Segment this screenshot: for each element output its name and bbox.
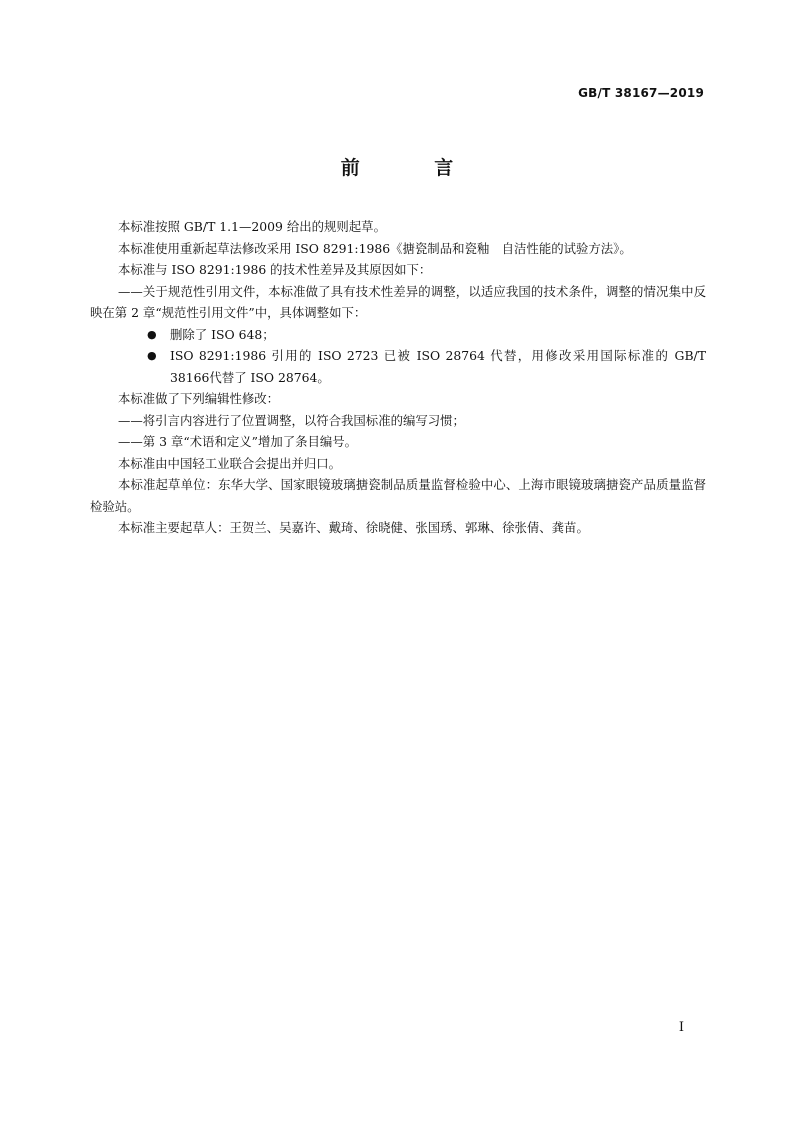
bullet-icon: ●	[147, 349, 157, 362]
page-number: I	[678, 1020, 684, 1035]
paragraph-drafting-rules: 本标准按照 GB/T 1.1—2009 给出的规则起草。	[118, 219, 386, 234]
paragraph-adoption: 本标准使用重新起草法修改采用 ISO 8291:1986《搪瓷制品和瓷釉 自洁性能的试验方法》。	[118, 240, 632, 256]
bullet-text: ISO 8291:1986 引用的 ISO 2723 已被 ISO 28764 代替，用修改采用国际标准的 GB/T 38166代替了 ISO 28764。	[170, 348, 706, 385]
page-title: 前 言	[340, 157, 488, 179]
document-body	[90, 216, 706, 539]
bullet-icon: ●	[147, 327, 157, 341]
paragraph-drafters: 本标准主要起草人：王贺兰、吴嘉许、戴琦、徐晓健、张国琇、郭琳、徐张倩、龚苗。	[118, 520, 589, 535]
bullet-item-iso2723	[90, 345, 706, 388]
dash-item-introduction: ——将引言内容进行了位置调整，以符合我国标准的编写习惯；	[118, 412, 465, 428]
standard-code: GB/T 38167—2019	[578, 86, 704, 100]
bullet-item-iso648	[90, 324, 706, 346]
bullet-text: 删除了 ISO 648；	[170, 326, 275, 342]
paragraph-proposer: 本标准由中国轻工业联合会提出并归口。	[118, 455, 342, 471]
dash-item-normative-references: ——关于规范性引用文件，本标准做了具有技术性差异的调整，以适应我国的技术条件，调整的情况集中反映在第 2 章“规范性引用文件”中，具体调整如下：	[90, 283, 706, 320]
paragraph-differences-intro: 本标准与 ISO 8291:1986 的技术性差异及其原因如下：	[118, 262, 432, 277]
dash-item-terms: ——第 3 章“术语和定义”增加了条目编号。	[118, 434, 358, 449]
paragraph-editorial-intro: 本标准做了下列编辑性修改：	[118, 391, 280, 406]
paragraph-drafting-units: 本标准起草单位：东华大学、国家眼镜玻璃搪瓷制品质量监督检验中心、上海市眼镜玻璃搪瓷产品质量监督检验站。	[90, 477, 706, 514]
